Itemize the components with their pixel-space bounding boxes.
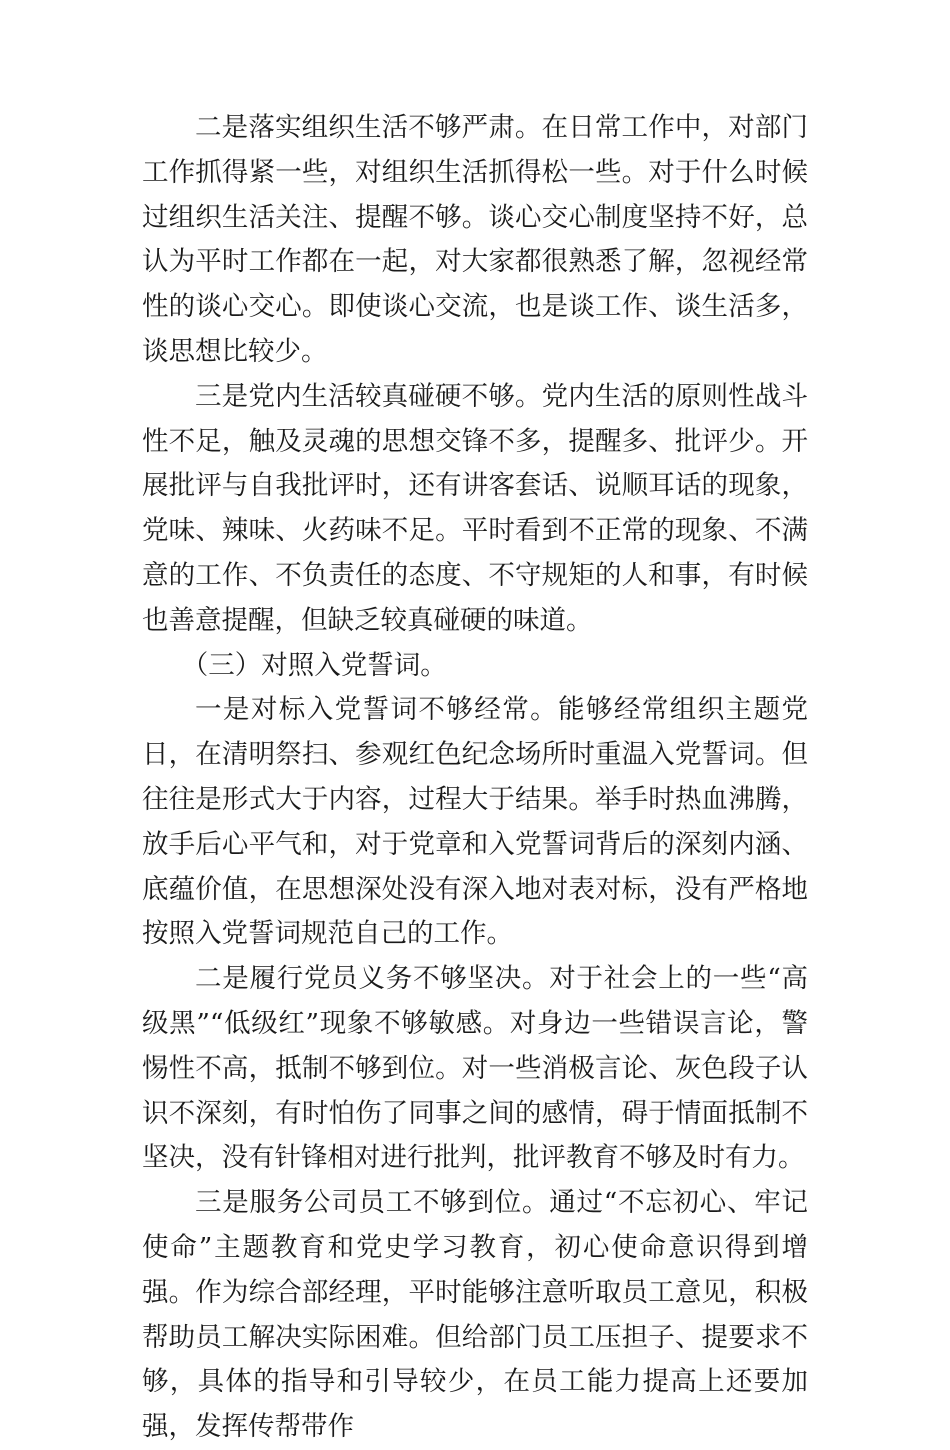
document-body <box>142 106 808 1450</box>
paragraph-party-life: 三是党内生活较真碰硬不够。党内生活的原则性战斗性不足，触及灵魂的思想交锋不多，提醒多、批评少。开展批评与自我批评时，还有讲客套话、说顺耳话的现象，党味、辣味、火药味不足。平时看到不正常的现象、不满意的工作、不负责任的态度、不守规矩的人和事，有时候也善意提醒，但缺乏较真碰硬的味道。 <box>142 380 808 636</box>
paragraph-member-obligations: 二是履行党员义务不够坚决。对于社会上的一些“高级黑”“低级红”现象不够敏感。对身边一些错误言论，警惕性不高，抵制不够到位。对一些消极言论、灰色段子认识不深刻，有时怕伤了同事之间的感情，碍于情面抵制不坚决，没有针锋相对进行批判，批评教育不够及时有力。 <box>142 963 808 1174</box>
paragraph-serve-employees: 三是服务公司员工不够到位。通过“不忘初心、牢记使命”主题教育和党史学习教育，初心使命意识得到增强。作为综合部经理，平时能够注意听取员工意见，积极帮助员工解决实际困难。但给部门员工压担子、提要求不够，具体的指导和引导较少，在员工能力提高上还要加强，发挥传帮带作 <box>142 1187 808 1443</box>
paragraph-oath-benchmark: 一是对标入党誓词不够经常。能够经常组织主题党日，在清明祭扫、参观红色纪念场所时重温入党誓词。但往往是形式大于内容，过程大于结果。举手时热血沸腾，放手后心平气和，对于党章和入党誓词背后的深刻内涵、底蕴价值，在思想深处没有深入地对表对标，没有严格地按照入党誓词规范自己的工作。 <box>142 694 808 950</box>
section-heading-oath: （三）对照入党誓词。 <box>181 649 447 681</box>
paragraph-organization-life: 二是落实组织生活不够严肃。在日常工作中，对部门工作抓得紧一些，对组织生活抓得松一些。对于什么时候过组织生活关注、提醒不够。谈心交心制度坚持不好，总认为平时工作都在一起，对大家都很熟悉了解，忽视经常性的谈心交心。即使谈心交流，也是谈工作、谈生活多，谈思想比较少。 <box>142 112 808 367</box>
